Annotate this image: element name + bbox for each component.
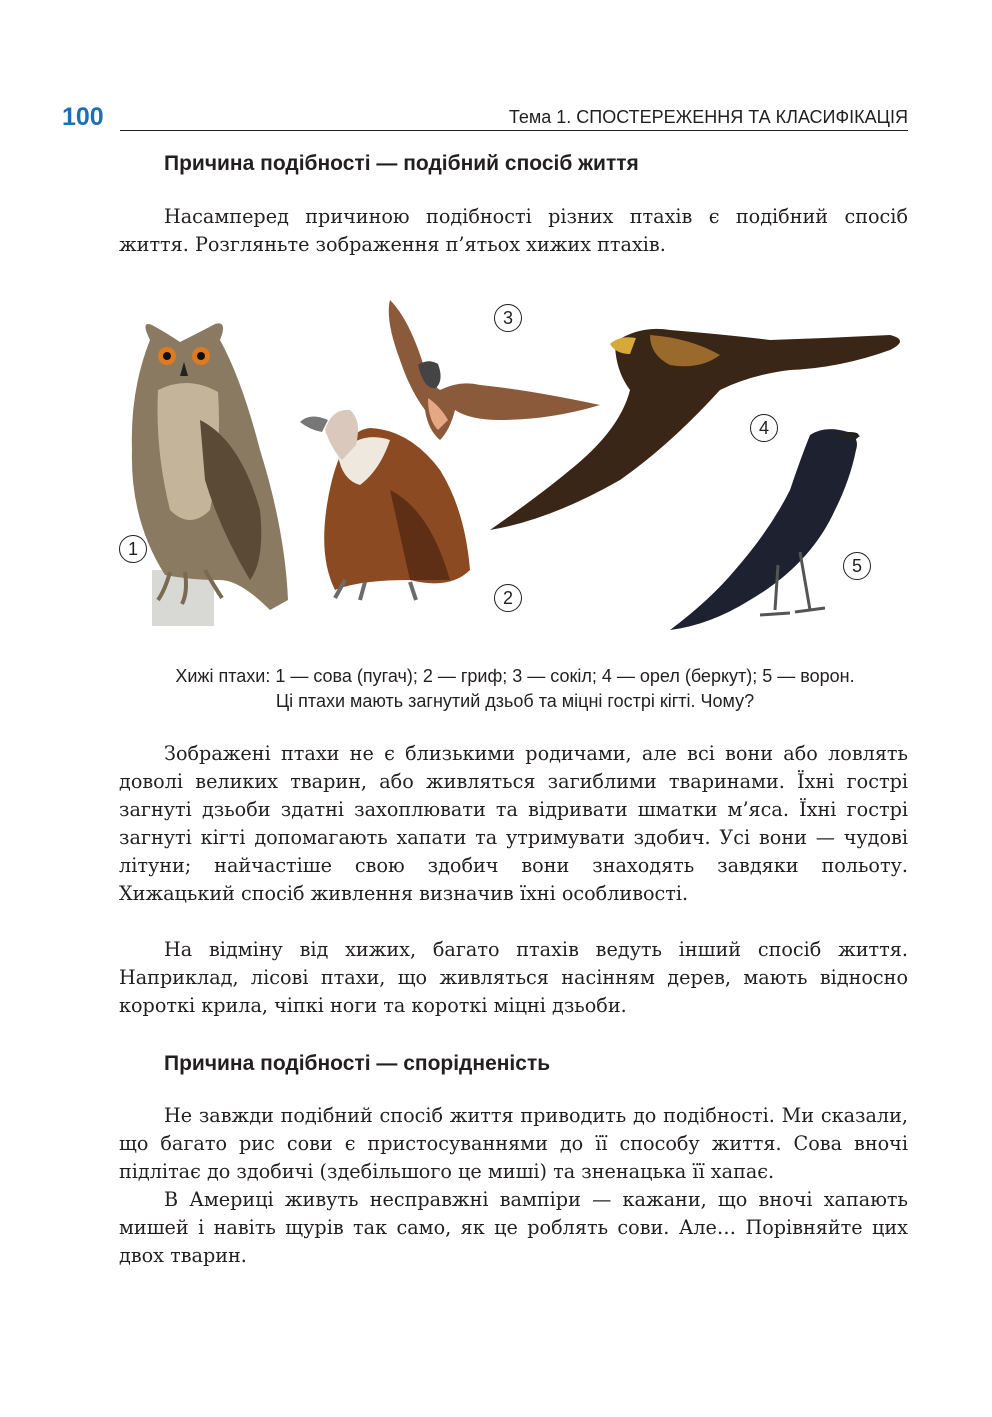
marker-falcon: 3 xyxy=(494,304,522,332)
marker-vulture: 2 xyxy=(494,584,522,612)
kinship-paragraph-1: Не завжди подібний спосіб життя приводить до подібності. Ми сказали, що багато рис сови є пристосуваннями до її способу життя. Сова вночі підлітає до здобичі (здебільшого це миші) та зненацька її хапає. xyxy=(119,1104,908,1183)
section-heading-lifestyle: Причина подібності — подібний спосіб життя xyxy=(164,152,639,175)
caption-line-2: Ці птахи мають загнутий дзьоб та міцні гострі кігті. Чому? xyxy=(275,691,755,711)
raven-icon xyxy=(670,429,860,630)
caption-line-1: Хижі птахи: 1 — сова (пугач); 2 — гриф; 3 — сокіл; 4 — орел (беркут); 5 — ворон. xyxy=(175,666,855,686)
marker-raven: 5 xyxy=(843,552,871,580)
page-number: 100 xyxy=(62,103,104,131)
header-rule xyxy=(120,130,908,131)
owl-icon xyxy=(132,323,288,626)
marker-owl: 1 xyxy=(119,535,147,563)
intro-paragraph: Насамперед причиною подібності різних птахів є подібний спосіб життя. Розгляньте зображення п’ятьох хижих птахів. xyxy=(119,205,908,256)
birds-figure xyxy=(110,280,920,640)
body-paragraph-2: На відміну від хижих, багато птахів ведуть інший спосіб життя. Наприклад, лісові птахи, що живляться насінням дерев, мають відносно короткі крила, чіпкі ноги та короткі міцні дзьоби. xyxy=(119,938,908,1017)
section-heading-kinship: Причина подібності — спорідненість xyxy=(164,1052,551,1075)
page-header xyxy=(62,100,908,134)
marker-eagle: 4 xyxy=(750,414,778,442)
figure-caption xyxy=(110,664,920,714)
body-paragraph-1: Зображені птахи не є близькими родичами, але всі вони або ловлять доволі великих тварин, або живляться загиблими тваринами. Їхні гострі загнуті дзьоби здатні захоплювати та відривати шматки м’яса. Їхні гострі загнуті кігті допомагають хапати та утримувати здобич. Усі вони — чудові літуни; найчастіше свою здобич вони знаходять завдяки польоту. Хижацький спосіб живлення визначив їхні особливості. xyxy=(119,742,908,905)
running-title: Тема 1. СПОСТЕРЕЖЕННЯ ТА КЛАСИФІКАЦІЯ xyxy=(505,106,908,128)
vulture-icon xyxy=(300,410,470,600)
kinship-paragraph-2: В Америці живуть несправжні вампіри — кажани, що вночі хапають мишей і навіть щурів так само, як це роблять сови. Але… Порівняйте цих двох тварин. xyxy=(119,1188,908,1267)
